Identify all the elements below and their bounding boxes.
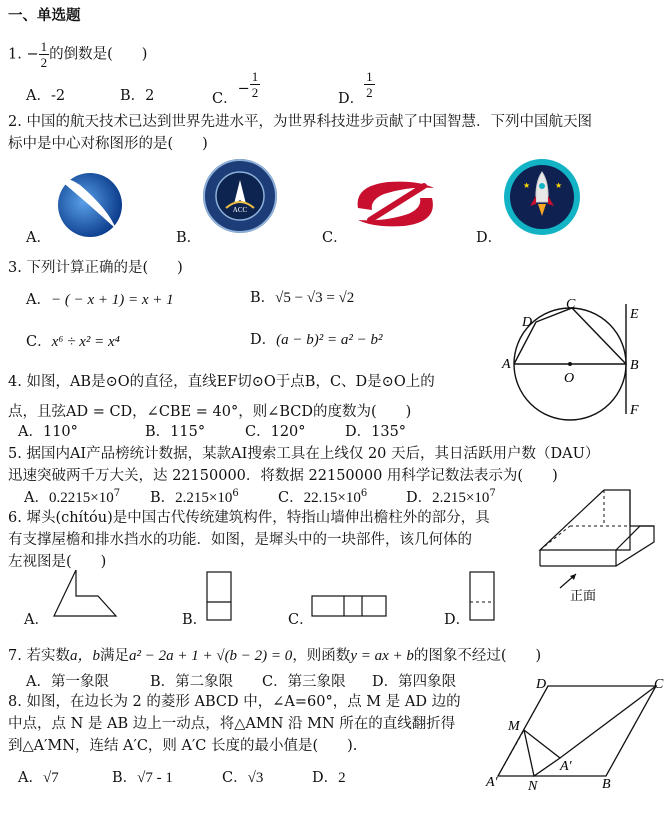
q5-option-a[interactable]: A．$0.2215\times 10^7$ (24, 488, 121, 506)
q5-option-d[interactable]: D．$2.215\times 10^7$ (406, 488, 496, 506)
svg-text:F: F (630, 403, 639, 418)
section-title: 一、单选题 (8, 7, 81, 24)
q3-option-a[interactable]: A．− ( − x + 1) = x + 1 (26, 292, 174, 308)
svg-text:C: C (566, 297, 576, 312)
q4-circle-figure (500, 292, 650, 422)
svg-text:A: A (502, 357, 511, 372)
q1-option-b[interactable]: B．2 (120, 88, 155, 104)
q2-option-a[interactable]: A． (26, 230, 51, 246)
q4-option-a[interactable]: A．110° (18, 424, 78, 440)
svg-text:B: B (602, 777, 611, 792)
q2-line-2: 标中是中心对称图形的是( ) (8, 136, 208, 152)
q2-option-b[interactable]: B． (176, 230, 202, 246)
q6-option-c[interactable]: C． (288, 612, 314, 628)
q3-option-b[interactable]: B．√5 − √3 = √2 (250, 290, 355, 306)
q6-solid-figure (530, 486, 665, 606)
q8-option-b[interactable]: B．√7 - 1 (112, 770, 173, 786)
svg-text:D: D (536, 677, 547, 692)
q2-option-c[interactable]: C． (322, 230, 348, 246)
q1-option-a[interactable]: A．-2 (26, 88, 66, 104)
q8-line-2: 中点，点 N 是 AB 边上一动点，将△AMN 沿 MN 所在的直线翻折得 (8, 716, 456, 732)
q7-stem: 7. 若实数a，b满足a² − 2a + 1 + √(b − 2) = 0，则函数y = ax + b的图象不经过( ) (8, 648, 542, 664)
svg-text:D: D (522, 315, 533, 330)
q3-option-c[interactable]: C．x⁶ ÷ x² = x⁴ (26, 334, 120, 350)
q5-option-c[interactable]: C．$22.15\times 10^6$ (278, 488, 368, 506)
q1-minus: − (26, 46, 39, 63)
q2-logo-d-rocket-icon (503, 158, 581, 236)
svg-text:A′: A′ (486, 775, 498, 790)
q5-line-2: 迅速突破两千万大关，达 22150000．将数据 22150000 用科学记数法表示为( ) (8, 468, 558, 484)
q6-option-d[interactable]: D． (444, 612, 471, 628)
svg-text:★: ★ (555, 181, 563, 190)
svg-text:N: N (528, 779, 538, 792)
q8-rhombus-figure (484, 674, 666, 792)
svg-text:C: C (654, 677, 664, 692)
q6-front-label: 正面 (570, 589, 597, 604)
q6-line-1: 6. 墀头(chítóu)是中国古代传统建筑构件，特指山墙伸出檐柱外的部分，具 (8, 510, 490, 526)
svg-text:B: B (630, 358, 639, 373)
q6-option-a-shape (50, 568, 120, 620)
q5-option-b[interactable]: B．$2.215\times 10^6$ (150, 488, 239, 506)
q2-option-d[interactable]: D． (476, 230, 503, 246)
svg-text:M: M (508, 719, 520, 734)
q1-option-c[interactable]: C．− $\frac{1}{2}$ (212, 69, 259, 107)
q4-option-d[interactable]: D．135° (345, 424, 407, 440)
q4-option-c[interactable]: C．120° (245, 424, 306, 440)
q4-line-1: 4. 如图，AB是⊙O的直径，直线EF切⊙O于点B，C、D是⊙O上的 (8, 374, 435, 390)
q6-option-b-shape (205, 570, 235, 622)
svg-text:★: ★ (523, 181, 531, 190)
q7-option-c[interactable]: C．第三象限 (262, 674, 346, 690)
q4-line-2: 点，且弦AD = CD，∠CBE = 40°，则∠BCD的度数为( ) (8, 404, 412, 420)
q3-stem: 3. 下列计算正确的是( ) (8, 260, 183, 276)
q2-logo-c-swoosh-icon (348, 176, 443, 232)
q6-option-a[interactable]: A． (24, 612, 49, 628)
q1-option-d[interactable]: D． $\frac{1}{2}$ (338, 69, 373, 107)
q8-option-a[interactable]: A．√7 (18, 770, 59, 786)
q6-option-b[interactable]: B． (182, 612, 208, 628)
q4-option-b[interactable]: B．115° (145, 424, 206, 440)
svg-text:A′: A′ (560, 759, 572, 774)
q2-logo-b-astronaut-center-icon (202, 158, 278, 234)
q2-line-1: 2. 中国的航天技术已达到世界先进水平，为世界科技进步贡献了中国智慧．下列中国航天图 (8, 114, 592, 130)
q7-option-a[interactable]: A．第一象限 (26, 674, 109, 690)
q8-option-d[interactable]: D．2 (312, 770, 346, 786)
svg-text:O: O (564, 371, 575, 386)
q8-line-1: 8. 如图，在边长为 2 的菱形 ABCD 中，∠A=60°，点 M 是 AD 边的 (8, 694, 461, 710)
q6-option-c-shape (310, 594, 390, 620)
q7-option-d[interactable]: D．第四象限 (372, 674, 457, 690)
q1-fraction: $\frac{1}{2}$ (40, 39, 48, 70)
q5-line-1: 5. 据国内AI产品榜统计数据，某款AI搜索工具在上线仅 20 天后，其日活跃用户数（DAU） (8, 446, 600, 462)
q2-logo-a-globe-icon (50, 165, 125, 240)
q8-option-c[interactable]: C．√3 (222, 770, 264, 786)
q1-stem: 1. − $\frac{1}{2}$ 的倒数是( ) (8, 39, 148, 70)
svg-text:ACC: ACC (232, 206, 248, 214)
q8-line-3: 到△A′MN，连结 A′C，则 A′C 长度的最小值是( ). (8, 738, 358, 754)
q3-option-d[interactable]: D．(a − b)² = a² − b² (250, 332, 383, 348)
svg-text:E: E (630, 307, 639, 322)
q6-option-d-shape (468, 570, 498, 622)
q6-line-3: 左视图是( ) (8, 554, 107, 570)
q7-option-b[interactable]: B．第二象限 (150, 674, 234, 690)
q6-line-2: 有支撑屋檐和排水挡水的功能．如图，是墀头中的一块部件，该几何体的 (8, 532, 472, 548)
